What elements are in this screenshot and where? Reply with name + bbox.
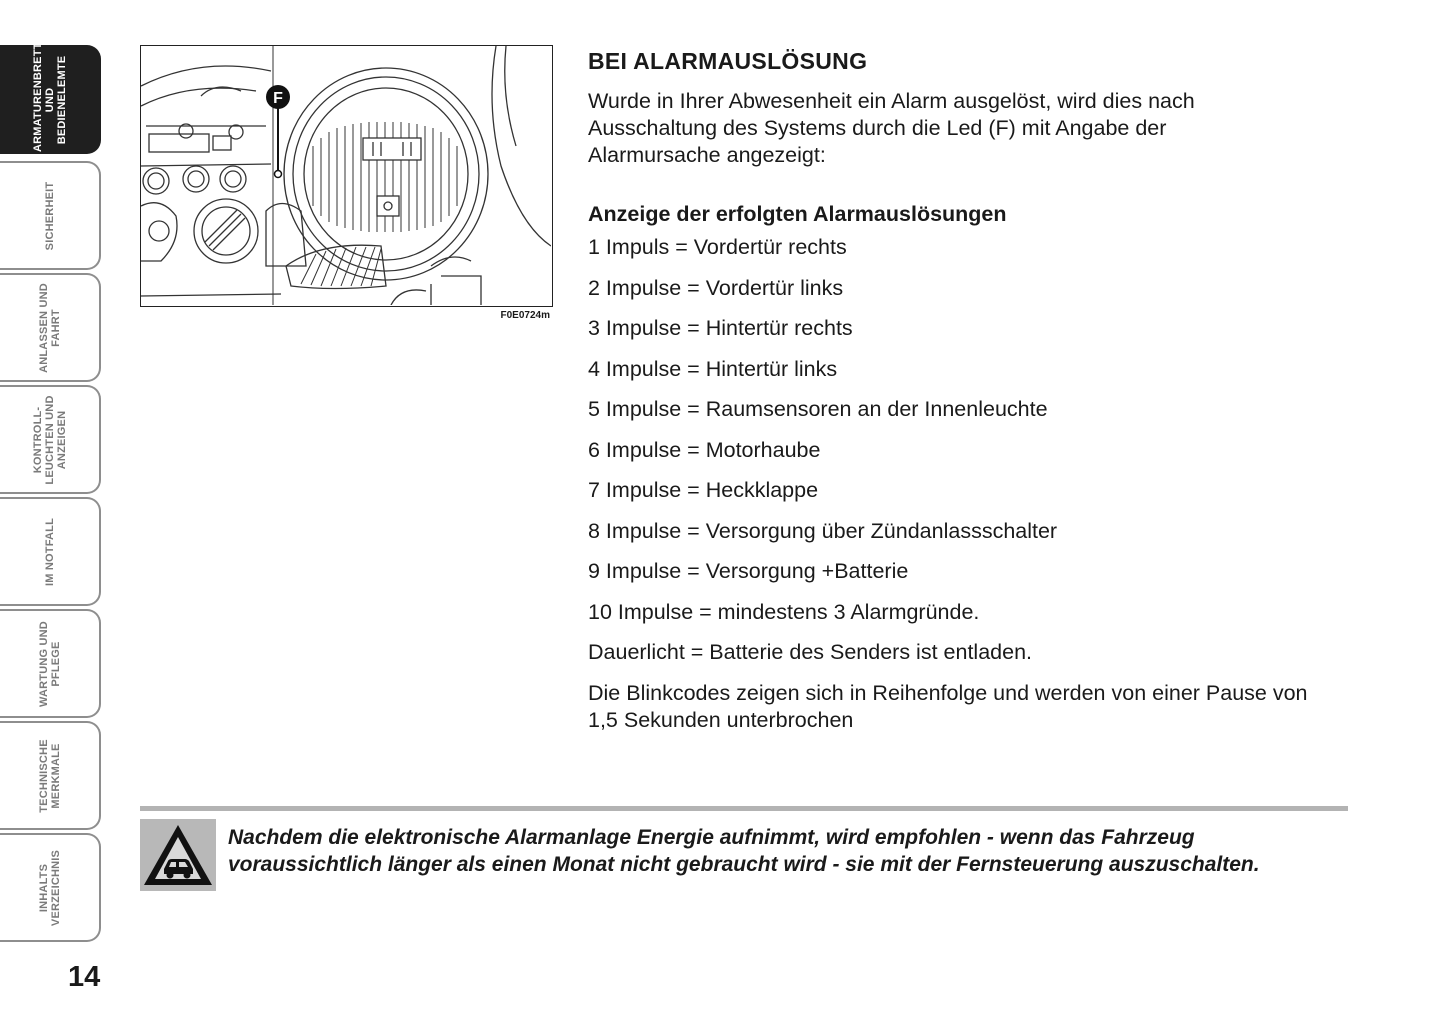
tab-inhaltsverzeichnis[interactable] xyxy=(0,833,101,942)
tab-label: SICHERHEIT xyxy=(43,181,56,250)
sub-title: Anzeige der erfolgten Alarmauslösungen xyxy=(588,202,1007,226)
tab-label: ARMATURENBRETT UND BEDIENELEMTE xyxy=(31,41,68,152)
tab-armaturenbrett[interactable] xyxy=(0,41,101,154)
car-warning-triangle-icon xyxy=(140,819,216,891)
list-item: 9 Impulse = Versorgung +Batterie xyxy=(588,559,909,583)
warning-text: Nachdem die elektronische Alarmanlage Energie aufnimmt, wird empfohlen - wenn das Fahrzeug voraussichtlich länger als einen Monat nicht gebraucht wird - sie mit der Fernsteuerung auszuschalten. xyxy=(228,826,1260,876)
section-title: BEI ALARMAUSLÖSUNG xyxy=(588,48,868,74)
list-item: 7 Impulse = Heckklappe xyxy=(588,478,819,502)
list-item: 5 Impulse = Raumsensoren an der Innenleuchte xyxy=(588,397,1048,421)
alarm-code-list xyxy=(588,234,1348,666)
list-item: 6 Impulse = Motorhaube xyxy=(588,437,821,462)
list-item: 1 Impuls = Vordertür rechts xyxy=(588,235,847,259)
figure-caption: F0E0724m xyxy=(500,310,550,321)
list-item: 8 Impulse = Versorgung über Zündanlassschalter xyxy=(588,518,1058,543)
tab-label: ANLASSEN UND FAHRT xyxy=(37,282,62,373)
tab-label: IM NOTFALL xyxy=(43,517,56,586)
tab-kontrollleuchten[interactable] xyxy=(0,385,101,494)
list-item: Dauerlicht = Batterie des Senders ist entladen. xyxy=(588,640,1032,664)
tab-label: WARTUNG UND PFLEGE xyxy=(37,620,62,707)
tab-label: KONTROLL- LEUCHTEN UND ANZEIGEN xyxy=(31,394,68,485)
tab-label: INHALTS VERZEICHNIS xyxy=(37,849,62,926)
warning-divider xyxy=(140,806,1348,811)
tab-im-notfall[interactable] xyxy=(0,497,101,606)
dashboard-illustration xyxy=(140,45,553,307)
dashboard-drawing xyxy=(141,46,551,305)
tab-wartung-und-pflege[interactable] xyxy=(0,609,101,718)
page-number: 14 xyxy=(68,961,101,993)
tab-sicherheit[interactable] xyxy=(0,161,101,270)
list-item: 3 Impulse = Hintertür rechts xyxy=(588,316,853,340)
intro-paragraph: Wurde in Ihrer Abwesenheit ein Alarm ausgelöst, wird dies nach Ausschaltung des Systems durch die Led (F) mit Angabe der Alarmursache angezeigt: xyxy=(588,89,1195,167)
tab-technische-merkmale[interactable] xyxy=(0,721,101,830)
outro-paragraph: Die Blinkcodes zeigen sich in Reihenfolge und werden von einer Pause von 1,5 Sekunden unterbrochen xyxy=(588,680,1308,732)
list-item: 10 Impulse = mindestens 3 Alarmgründe. xyxy=(588,599,980,624)
callout-f-label: F xyxy=(273,90,283,107)
tab-anlassen-und-fahrt[interactable] xyxy=(0,273,101,382)
list-item: 4 Impulse = Hintertür links xyxy=(588,356,838,381)
tab-label: TECHNISCHE MERKMALE xyxy=(37,738,62,813)
list-item: 2 Impulse = Vordertür links xyxy=(588,275,844,300)
main-content xyxy=(588,46,1348,734)
